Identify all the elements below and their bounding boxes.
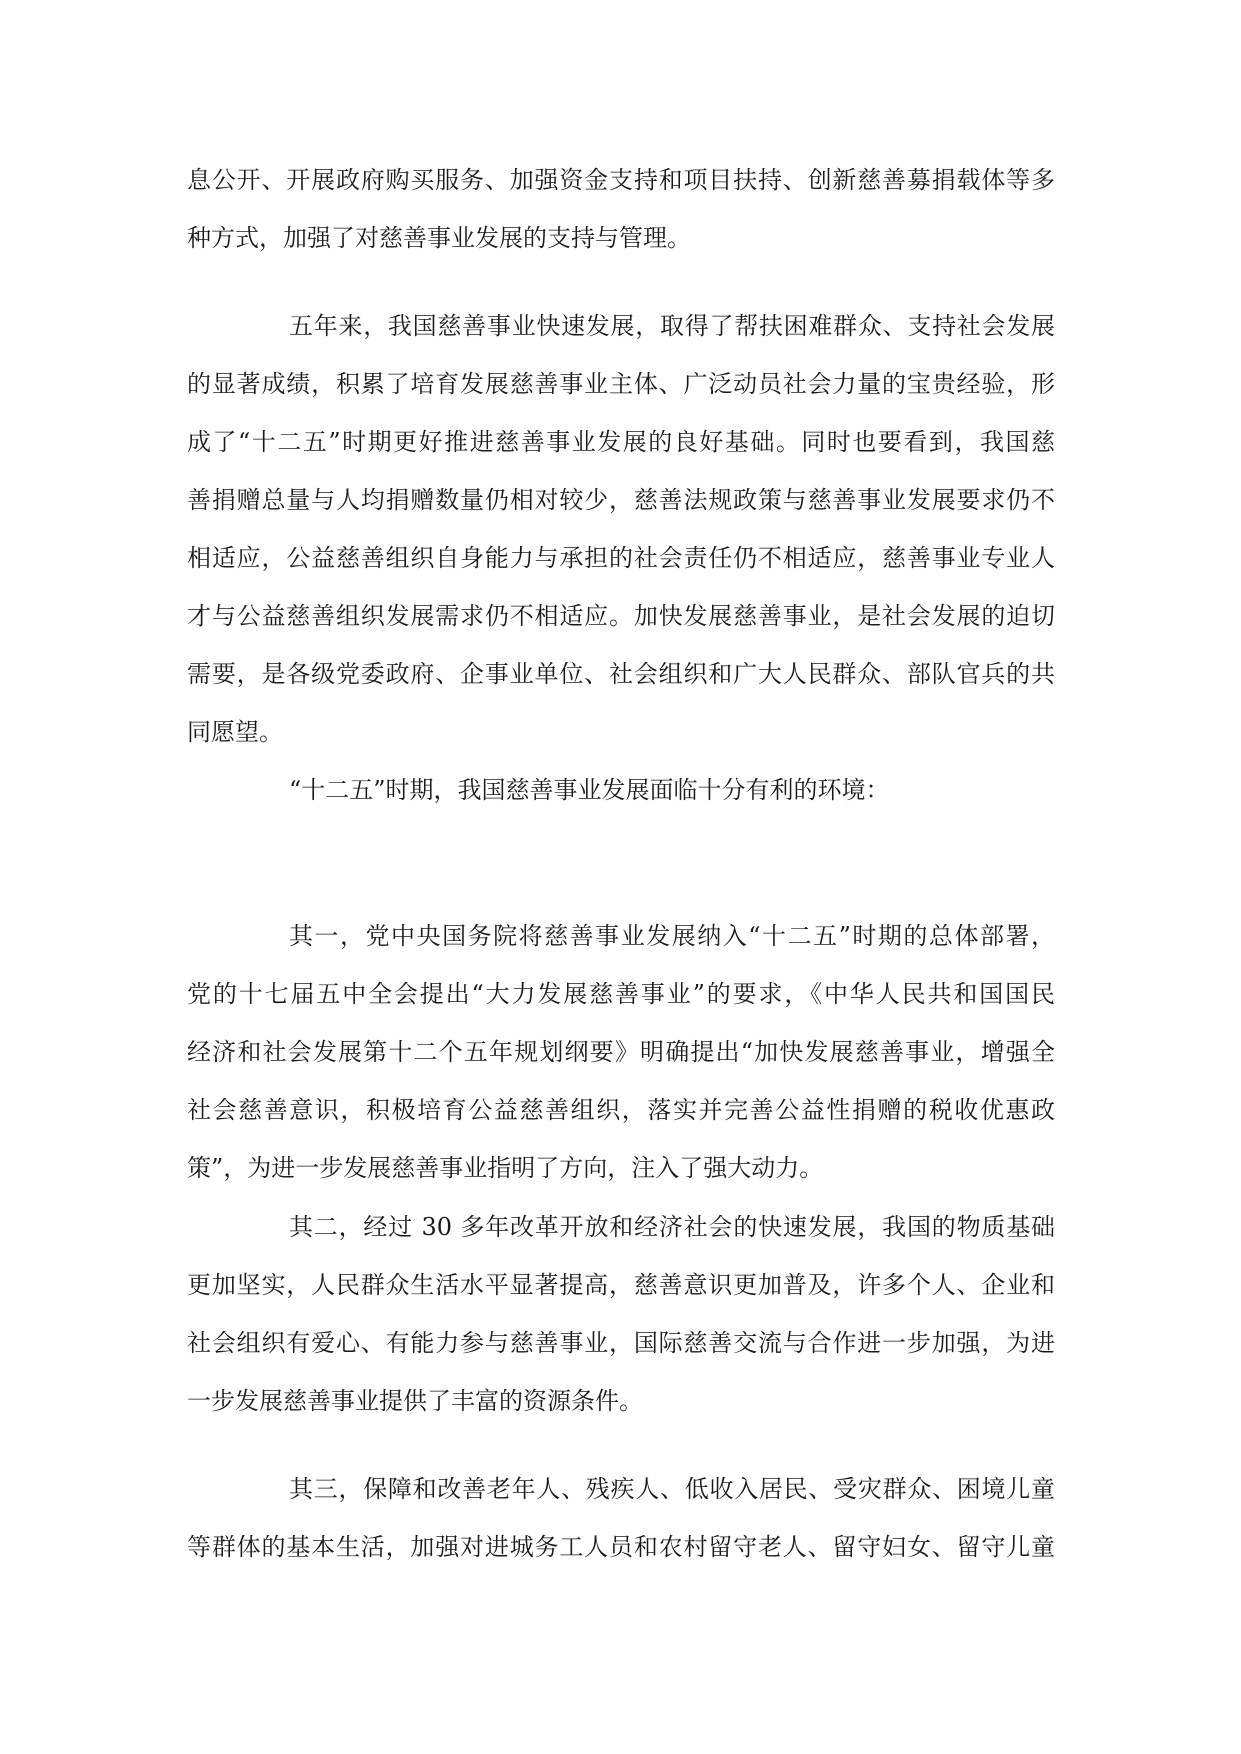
text-line: 善捐赠总量与人均捐赠数量仍相对较少，慈善法规政策与慈善事业发展要求仍不 bbox=[187, 486, 1055, 514]
text-line: 才与公益慈善组织发展需求仍不相适应。加快发展慈善事业，是社会发展的迫切 bbox=[187, 602, 1055, 630]
text-line: 其二，经过 30 多年改革开放和经济社会的快速发展，我国的物质基础 bbox=[289, 1213, 1055, 1241]
text-line: 策”，为进一步发展慈善事业指明了方向，注入了强大动力。 bbox=[187, 1154, 824, 1182]
text-line: 其一，党中央国务院将慈善事业发展纳入“十二五”时期的总体部署， bbox=[289, 922, 1055, 950]
text-line: 息公开、开展政府购买服务、加强资金支持和项目扶持、创新慈善募捐载体等多 bbox=[187, 166, 1055, 194]
text-line: “十二五”时期，我国慈善事业发展面临十分有利的环境： bbox=[289, 776, 890, 804]
text-line: 等群体的基本生活，加强对进城务工人员和农村留守老人、留守妇女、留守儿童 bbox=[187, 1533, 1055, 1561]
text-line: 更加坚实，人民群众生活水平显著提高，慈善意识更加普及，许多个人、企业和 bbox=[187, 1271, 1055, 1299]
paragraph bbox=[187, 1460, 1055, 1576]
text-line: 需要，是各级党委政府、企事业单位、社会组织和广大人民群众、部队官兵的共 bbox=[187, 660, 1055, 688]
text-line: 相适应，公益慈善组织自身能力与承担的社会责任仍不相适应，慈善事业专业人 bbox=[187, 544, 1055, 572]
paragraph bbox=[187, 1198, 1055, 1430]
text-line: 社会慈善意识，积极培育公益慈善组织，落实并完善公益性捐赠的税收优惠政 bbox=[187, 1096, 1055, 1124]
text-line: 其三，保障和改善老年人、残疾人、低收入居民、受灾群众、困境儿童 bbox=[289, 1475, 1055, 1503]
paragraph bbox=[187, 907, 1055, 1197]
paragraph bbox=[187, 761, 1055, 819]
text-line: 种方式，加强了对慈善事业发展的支持与管理。 bbox=[187, 224, 691, 252]
text-line: 一步发展慈善事业提供了丰富的资源条件。 bbox=[187, 1387, 643, 1415]
text-line: 的显著成绩，积累了培育发展慈善事业主体、广泛动员社会力量的宝贵经验，形 bbox=[187, 370, 1055, 398]
text-line: 社会组织有爱心、有能力参与慈善事业，国际慈善交流与合作进一步加强，为进 bbox=[187, 1329, 1055, 1357]
text-line: 成了“十二五”时期更好推进慈善事业发展的良好基础。同时也要看到，我国慈 bbox=[187, 428, 1055, 456]
text-line: 党的十七届五中全会提出“大力发展慈善事业”的要求，《中华人民共和国国民 bbox=[187, 980, 1055, 1008]
paragraph bbox=[187, 151, 1055, 267]
text-line: 经济和社会发展第十二个五年规划纲要》明确提出“加快发展慈善事业，增强全 bbox=[187, 1038, 1055, 1066]
paragraph bbox=[187, 297, 1055, 761]
text-line: 同愿望。 bbox=[187, 718, 283, 746]
text-line: 五年来，我国慈善事业快速发展，取得了帮扶困难群众、支持社会发展 bbox=[289, 312, 1055, 340]
